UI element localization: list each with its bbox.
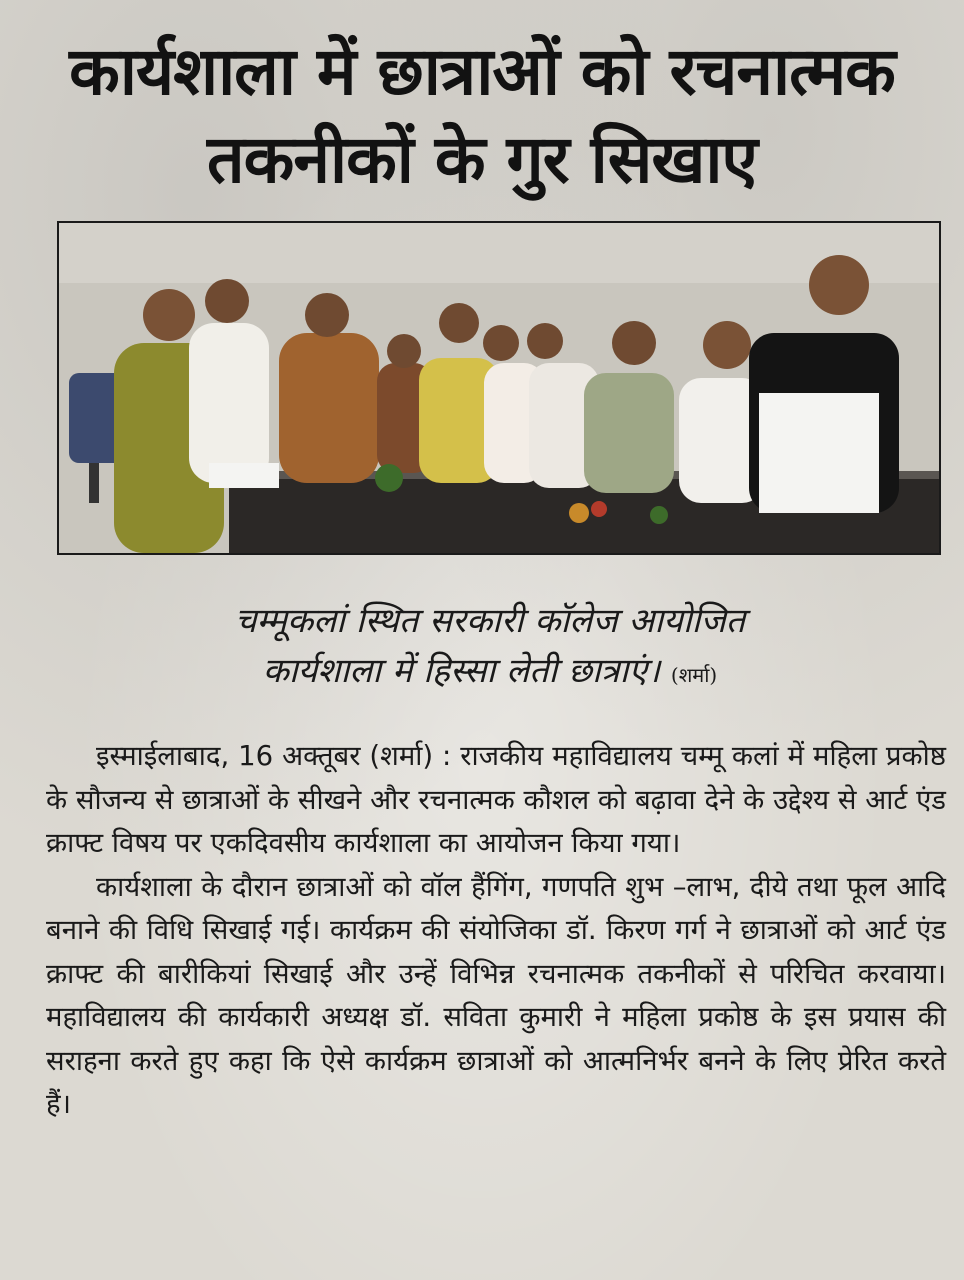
- paragraph-1-text: राजकीय महाविद्यालय चम्मू कलां में महिला प्रकोष्ठ के सौजन्य से छात्राओं के सीखने और रचनात्मक कौशल को बढ़ावा देने के उद्देश्य से आर्ट एंड क्राफ्ट विषय पर एकदिवसीय कार्यशाला का आयोजन किया गया।: [46, 740, 947, 859]
- headline: [40, 28, 924, 204]
- caption-credit: (शर्मा): [670, 663, 718, 687]
- article-body: [46, 735, 946, 1127]
- group-photo-illustration: [59, 223, 939, 553]
- paragraph-2: कार्यशाला के दौरान छात्राओं को वॉल हैंगिंग, गणपति शुभ –लाभ, दीये तथा फूल आदि बनाने की विधि सिखाई गई। कार्यक्रम की संयोजिका डॉ. किरण गर्ग ने छात्राओं को आर्ट एंड क्राफ्ट की बारीकियां सिखाई और उन्हें विभिन्न रचनात्मक तकनीकों से परिचित करवाया। महाविद्यालय की कार्यकारी अध्यक्ष डॉ. सविता कुमारी ने महिला प्रकोष्ठ के इस प्रयास की सराहना करते हुए कहा कि ऐसे कार्यक्रम छात्राओं को आत्मनिर्भर बनने के लिए प्रेरित करते हैं।: [46, 870, 946, 1120]
- dateline: इस्माईलाबाद, 16 अक्तूबर (शर्मा) :: [96, 740, 452, 772]
- photo-caption: [100, 596, 880, 700]
- caption-line-2-wrap: [100, 646, 880, 700]
- caption-line-2: कार्यशाला में हिस्सा लेती छात्राएं।: [262, 651, 661, 691]
- headline-line-2: तकनीकों के गुर सिखाए: [207, 121, 757, 198]
- paragraph-1: [46, 735, 946, 866]
- news-photo: [57, 221, 941, 555]
- caption-line-1: चम्मूकलां स्थित सरकारी कॉलेज आयोजित: [234, 601, 746, 641]
- headline-line-1: कार्यशाला में छात्राओं को रचनात्मक: [69, 33, 895, 110]
